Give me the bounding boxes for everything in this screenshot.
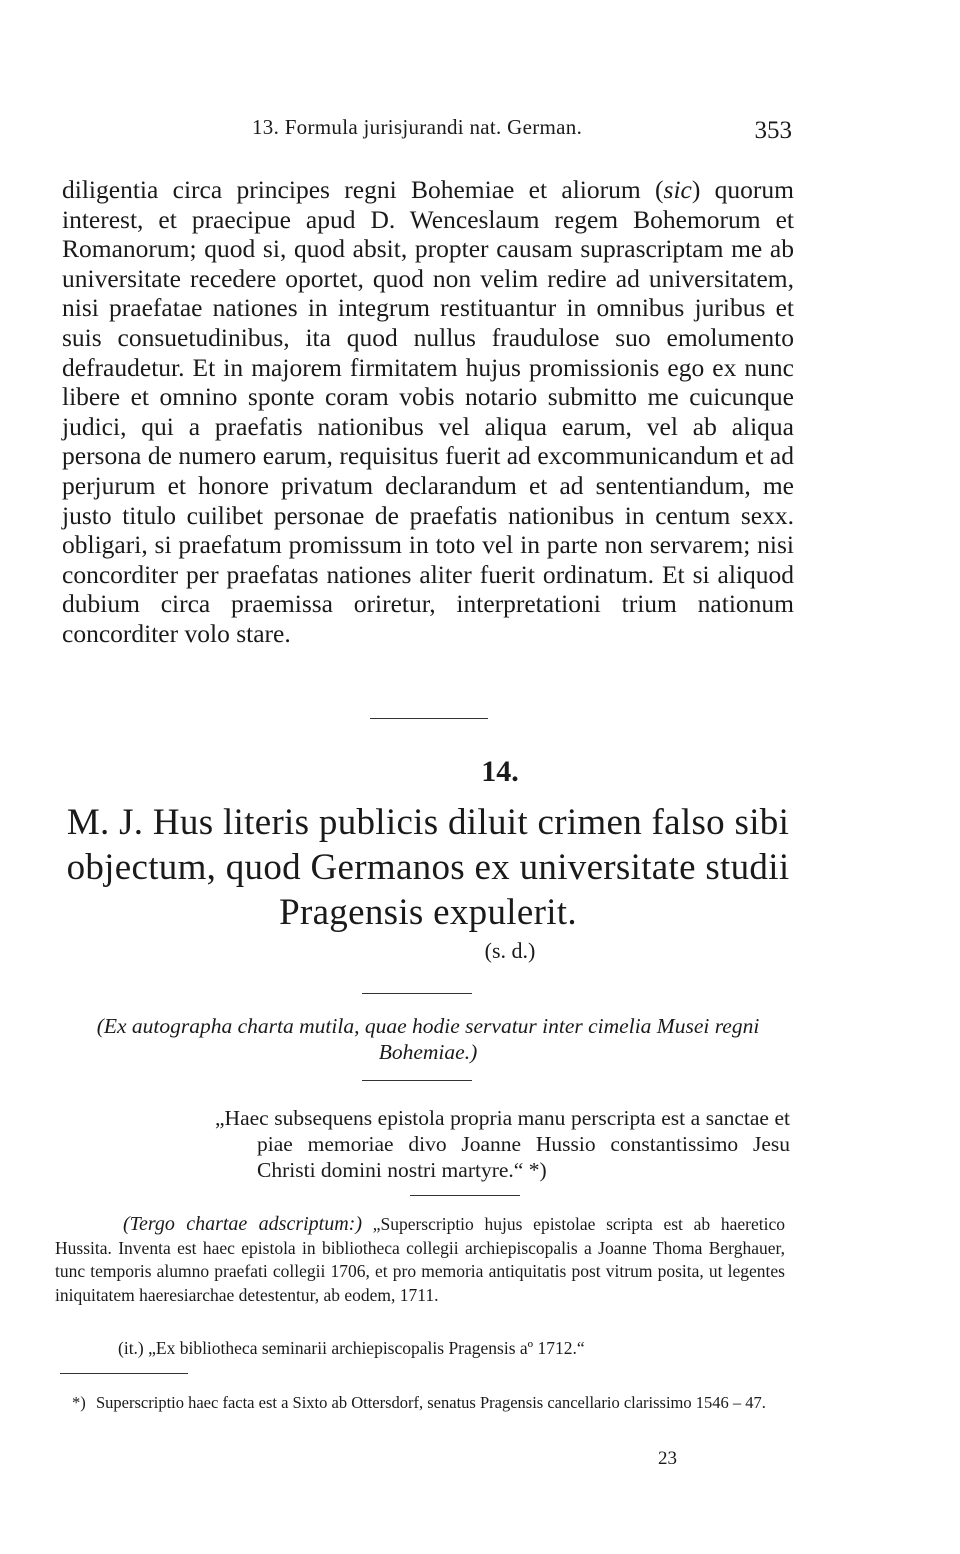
sic-note: sic xyxy=(663,175,692,204)
main-text-part-2: ) quorum interest, et praecipue apud D. Wenceslaum regem Bohemorum et Romanorum; quod si, quod absit, propter causam suprascriptam me ab universitate recedere oportet, quod non velim redire ad universitatem, nisi praefatae nationes in integrum restituantur in omnibus juribus et suis consuetudinibus, ita quod nullus fraudulose suo emolumento defraudetur. Et in majorem firmitatem hujus promissionis ego ex nunc libere et omnino sponte coram vobis notario submitto me cuicunque judici, qui a praefatis nationibus vel aliqua earum, vel ab aliqua persona de numero earum, requisitus fuerit ad excommunicandum et ad perjurum et honore privatum declarandum et ad sententiandum, me justo titulo cuilibet personae de praefatis nationibus in centum sexx. obligari, si praefatum promissum in toto vel in parte non servarem; nisi concorditer per praefatas nationes aliter fuerit ordinatum. Et si aliquod dubium circa praemissa oriretur, interpretationi trium nationum concorditer volo stare. xyxy=(62,175,794,648)
running-title: 13. Formula jurisjurandi nat. German. xyxy=(252,115,583,139)
page-number: 353 xyxy=(754,117,792,144)
main-paragraph xyxy=(62,175,794,649)
footnote-text: Superscriptio haec facta est a Sixto ab Ottersdorf, senatus Pragensis cancellario clarissimo 1546 – 47. xyxy=(96,1393,766,1412)
main-text-part-1: diligentia circa principes regni Bohemiae et aliorum ( xyxy=(62,175,664,204)
signature-mark: 23 xyxy=(658,1448,677,1469)
source-rule-top xyxy=(362,993,472,994)
running-head xyxy=(60,115,792,145)
footnote xyxy=(72,1392,787,1414)
source-note: (Ex autographa charta mutila, quae hodie servatur inter cimelia Musei regni Bohemiae.) xyxy=(96,1014,760,1064)
document-number: 14. xyxy=(481,755,519,788)
document-heading: M. J. Hus literis publicis diluit crimen falso sibi objectum, quod Germanos ex universitate studii Pragensis expulerit. xyxy=(66,802,790,933)
footnote-mark: *) xyxy=(72,1393,86,1412)
date-note: (s. d.) xyxy=(484,938,536,963)
quote-rule xyxy=(410,1195,520,1196)
superscription-quote: „Haec subsequens epistola propria manu perscripta est a sanctae et piae memoriae divo Joanne Hussio constantissimo Jesu Christi domini nostri martyre.“ *) xyxy=(215,1106,790,1182)
footnote-rule xyxy=(60,1373,188,1374)
dorsal-remark xyxy=(55,1213,785,1307)
remark-it-line: (it.) „Ex bibliotheca seminarii archiepiscopalis Pragensis aº 1712.“ xyxy=(118,1338,585,1358)
main-text xyxy=(62,175,794,649)
section-divider xyxy=(370,718,488,719)
source-rule-bottom xyxy=(362,1080,472,1081)
remark-label: (Tergo chartae adscriptum:) xyxy=(123,1213,362,1235)
remark-text: „Superscriptio hujus epistolae scripta est ab haeretico Hussita. Inventa est haec epistola in bibliotheca collegii archiepiscopalis a Joanne Thoma Berghauer, tunc temporis alumno praefati collegii 1706, et pro memoria antiquitatis post vitrum posita, ut legentes iniquitatem haeresiarchae detestentur, ab eodem, 1711. xyxy=(55,1214,785,1305)
